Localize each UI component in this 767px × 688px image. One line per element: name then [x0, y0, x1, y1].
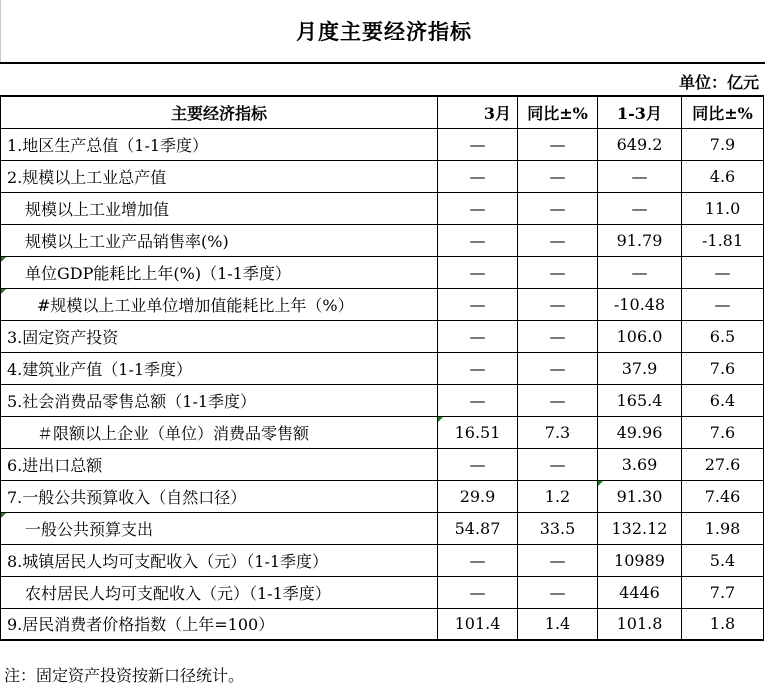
cell-yoy-q1: 7.46: [682, 480, 764, 512]
unit-row: [0, 62, 765, 95]
cell-q1: 91.30: [598, 480, 682, 512]
row-label: 规模以上工业产品销售率(%): [1, 224, 438, 256]
row-label: 9.居民消费者价格指数（上年=100）: [1, 608, 438, 640]
cell-march: —: [438, 192, 518, 224]
table-row: [1, 448, 764, 480]
cell-yoy-q1: 6.5: [682, 320, 764, 352]
cell-yoy-q1: 7.6: [682, 352, 764, 384]
cell-q1: -10.48: [598, 288, 682, 320]
cell-q1: 649.2: [598, 128, 682, 160]
cell-yoy-march: —: [518, 576, 598, 608]
row-label: ＃限额以上企业（单位）消费品零售额: [1, 416, 438, 448]
cell-yoy-q1: —: [682, 256, 764, 288]
cell-q1: 106.0: [598, 320, 682, 352]
page-title: 月度主要经济指标: [296, 19, 472, 44]
cell-yoy-march: —: [518, 256, 598, 288]
cell-yoy-q1: 7.9: [682, 128, 764, 160]
cell-march: —: [438, 352, 518, 384]
cell-q1: —: [598, 256, 682, 288]
unit-label: 单位：亿元: [678, 73, 759, 92]
cell-yoy-march: —: [518, 128, 598, 160]
table-row: [1, 608, 764, 640]
table-row: [1, 128, 764, 160]
row-label: 6.进出口总额: [1, 448, 438, 480]
row-label: 单位GDP能耗比上年(%)（1-1季度）: [1, 256, 438, 288]
cell-q1: —: [598, 192, 682, 224]
row-label: 农村居民人均可支配收入（元）（1-1季度）: [1, 576, 438, 608]
table-row: [1, 416, 764, 448]
row-label: 7.一般公共预算收入（自然口径）: [1, 480, 438, 512]
table-row: [1, 512, 764, 544]
footnote: 注：固定资产投资按新口径统计。: [4, 666, 245, 685]
table-row: [1, 480, 764, 512]
cell-march: 54.87: [438, 512, 518, 544]
table-row: [1, 288, 764, 320]
cell-q1: 101.8: [598, 608, 682, 640]
table-row: [1, 224, 764, 256]
table-row: [1, 544, 764, 576]
cell-yoy-march: —: [518, 192, 598, 224]
header-march: 3月: [438, 96, 518, 128]
row-label: 1.地区生产总值（1-1季度）: [1, 128, 438, 160]
cell-march: 16.51: [438, 416, 518, 448]
cell-q1: 4446: [598, 576, 682, 608]
cell-yoy-q1: 27.6: [682, 448, 764, 480]
header-yoy-march: 同比±%: [518, 96, 598, 128]
cell-yoy-march: 33.5: [518, 512, 598, 544]
row-label: 规模以上工业增加值: [1, 192, 438, 224]
cell-yoy-q1: 11.0: [682, 192, 764, 224]
cell-q1: 37.9: [598, 352, 682, 384]
row-label: 3.固定资产投资: [1, 320, 438, 352]
cell-yoy-march: 7.3: [518, 416, 598, 448]
cell-march: —: [438, 256, 518, 288]
cell-yoy-march: —: [518, 320, 598, 352]
cell-yoy-march: —: [518, 352, 598, 384]
cell-yoy-q1: -1.81: [682, 224, 764, 256]
cell-march: —: [438, 160, 518, 192]
cell-march: —: [438, 224, 518, 256]
cell-yoy-march: —: [518, 288, 598, 320]
cell-march: 29.9: [438, 480, 518, 512]
header-q1: 1-3月: [598, 96, 682, 128]
cell-yoy-march: 1.4: [518, 608, 598, 640]
cell-yoy-q1: 7.6: [682, 416, 764, 448]
cell-yoy-q1: 1.8: [682, 608, 764, 640]
cell-march: —: [438, 544, 518, 576]
cell-q1: —: [598, 160, 682, 192]
table-row: [1, 160, 764, 192]
cell-march: —: [438, 320, 518, 352]
cell-yoy-q1: 4.6: [682, 160, 764, 192]
row-label: 一般公共预算支出: [1, 512, 438, 544]
cell-march: —: [438, 128, 518, 160]
header-indicator: 主要经济指标: [1, 96, 438, 128]
table-row: [1, 256, 764, 288]
cell-q1: 3.69: [598, 448, 682, 480]
cell-q1: 165.4: [598, 384, 682, 416]
row-label: #规模以上工业单位增加值能耗比上年（%）: [1, 288, 438, 320]
cell-yoy-q1: 1.98: [682, 512, 764, 544]
row-label: 8.城镇居民人均可支配收入（元）（1-1季度）: [1, 544, 438, 576]
cell-yoy-march: —: [518, 160, 598, 192]
table-row: [1, 352, 764, 384]
table-row: [1, 576, 764, 608]
cell-march: —: [438, 448, 518, 480]
row-label: 5.社会消费品零售总额（1-1季度）: [1, 384, 438, 416]
table-row: [1, 384, 764, 416]
cell-march: —: [438, 288, 518, 320]
cell-march: —: [438, 384, 518, 416]
row-label: 2.规模以上工业总产值: [1, 160, 438, 192]
cell-yoy-q1: —: [682, 288, 764, 320]
cell-yoy-march: —: [518, 384, 598, 416]
row-label: 4.建筑业产值（1-1季度）: [1, 352, 438, 384]
cell-q1: 91.79: [598, 224, 682, 256]
cell-yoy-q1: 7.7: [682, 576, 764, 608]
cell-yoy-march: —: [518, 544, 598, 576]
cell-yoy-q1: 6.4: [682, 384, 764, 416]
cell-q1: 10989: [598, 544, 682, 576]
cell-yoy-march: —: [518, 224, 598, 256]
header-yoy-q1: 同比±%: [682, 96, 764, 128]
title-row: [0, 0, 767, 62]
cell-q1: 132.12: [598, 512, 682, 544]
table-header-row: [1, 96, 764, 128]
cell-yoy-q1: 5.4: [682, 544, 764, 576]
table-row: [1, 320, 764, 352]
indicators-table: [0, 95, 764, 641]
cell-march: —: [438, 576, 518, 608]
cell-yoy-march: —: [518, 448, 598, 480]
cell-q1: 49.96: [598, 416, 682, 448]
cell-yoy-march: 1.2: [518, 480, 598, 512]
cell-march: 101.4: [438, 608, 518, 640]
table-row: [1, 192, 764, 224]
